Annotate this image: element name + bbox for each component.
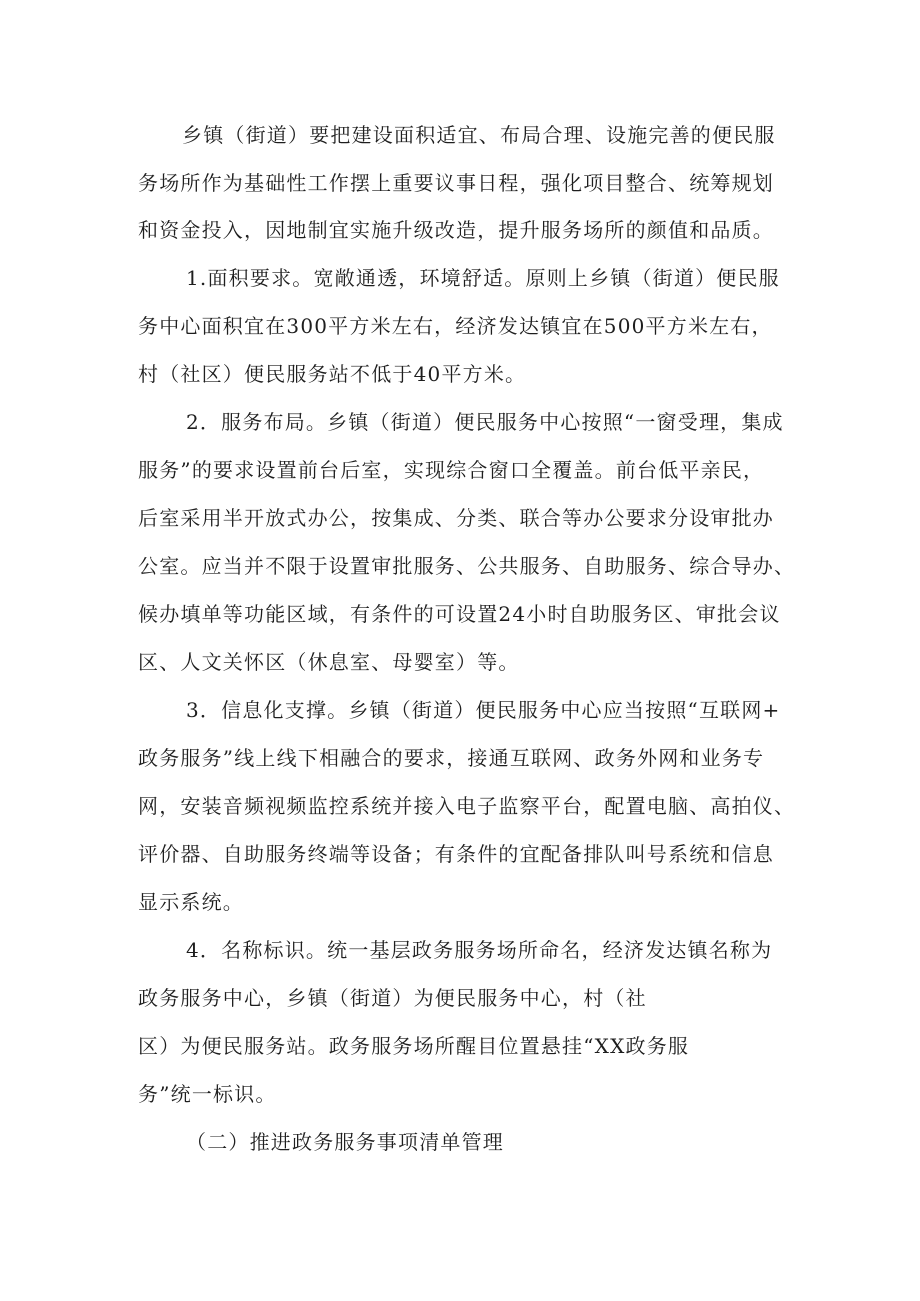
- text-line: 政务服务中心，乡镇（街道）为便民服务中心，村（社: [138, 986, 647, 1010]
- text-line: 2．服务布局。乡镇（街道）便民服务中心按照“一窗受理，集成: [186, 410, 784, 434]
- text-line: 1.面积要求。宽敞通透，环境舒适。原则上乡镇（街道）便民服: [186, 266, 780, 290]
- text-line: 公室。应当并不限于设置审批服务、公共服务、自助服务、综合导办、: [138, 554, 796, 578]
- text-line: 3．信息化支撑。乡镇（街道）便民服务中心应当按照“互联网+: [186, 698, 781, 722]
- text-line: 后室采用半开放式办公，按集成、分类、联合等办公要求分设审批办: [138, 506, 774, 530]
- text-line: 和资金投入，因地制宜实施升级改造，提升服务场所的颜值和品质。: [138, 218, 774, 242]
- section-heading: （二）推进政务服务事项清单管理: [186, 1130, 504, 1154]
- text-line: 区）为便民服务站。政务服务场所醒目位置悬挂“XX政务服: [138, 1034, 690, 1058]
- text-line: 评价器、自助服务终端等设备；有条件的宜配备排队叫号系统和信息: [138, 842, 774, 866]
- text-line: 村（社区）便民服务站不低于40平方米。: [138, 362, 527, 386]
- text-line: 务中心面积宜在300平方米左右，经济发达镇宜在500平方米左右，: [138, 314, 773, 338]
- text-line: 政务服务”线上线下相融合的要求，接通互联网、政务外网和业务专: [138, 746, 765, 770]
- text-line: 务”统一标识。: [138, 1082, 277, 1106]
- text-line: 网，安装音频视频监控系统并接入电子监察平台，配置电脑、高拍仪、: [138, 794, 796, 818]
- text-line: 区、人文关怀区（休息室、母婴室）等。: [138, 650, 520, 674]
- text-line: 务场所作为基础性工作摆上重要议事日程，强化项目整合、统筹规划: [138, 171, 774, 195]
- text-line: 服务”的要求设置前台后室，实现综合窗口全覆盖。前台低平亲民，: [138, 458, 765, 482]
- text-line: 候办填单等功能区域，有条件的可设置24小时自助服务区、审批会议: [138, 602, 781, 626]
- text-line: 显示系统。: [138, 890, 244, 914]
- text-line: 乡镇（街道）要把建设面积适宜、布局合理、设施完善的便民服: [182, 123, 776, 147]
- text-line: 4．名称标识。统一基层政务服务场所命名，经济发达镇名称为: [186, 938, 773, 962]
